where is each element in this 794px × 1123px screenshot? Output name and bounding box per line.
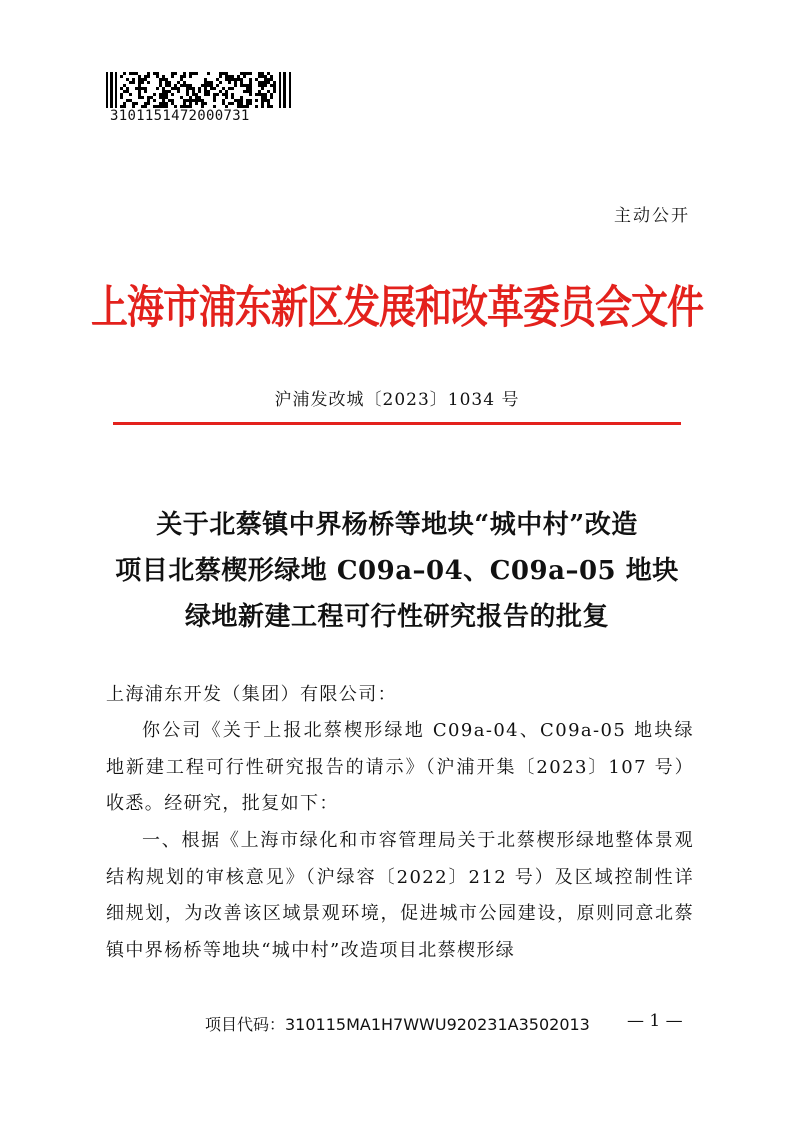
- disclosure-label: 主动公开: [614, 206, 690, 226]
- title-line-1: 关于北蔡镇中界杨桥等地块“城中村”改造: [156, 510, 638, 540]
- title-line-2: 项目北蔡楔形绿地 C09a–04、C09a–05 地块: [115, 556, 679, 586]
- red-divider: [113, 422, 681, 425]
- recipient: 上海浦东开发（集团）有限公司：: [106, 684, 397, 705]
- title-line-3: 绿地新建工程可行性研究报告的批复: [184, 602, 609, 632]
- barcode-number: 3101151472000731: [110, 108, 250, 124]
- document-title: [0, 502, 794, 640]
- barcode-graphic: [106, 72, 292, 108]
- paragraph-2: 一、根据《上海市绿化和市容管理局关于北蔡楔形绿地整体景观结构规划的审核意见》（沪绿容〔2022〕212 号）及区域控制性详细规划，为改善该区域景观环境，促进城市公园建设，原则同意北蔡镇中界杨桥等地块“城中村”改造项目北蔡楔形绿: [106, 830, 694, 961]
- doc-number: 沪浦发改城〔2023〕1034 号: [274, 390, 520, 410]
- project-code: 项目代码：310115MA1H7WWU920231A3502013: [205, 1015, 590, 1034]
- paragraph-1: 你公司《关于上报北蔡楔形绿地 C09a-04、C09a-05 地块绿地新建工程可行性研究报告的请示》（沪浦开集〔2023〕107 号）收悉。经研究，批复如下：: [106, 720, 694, 814]
- barcode: [106, 72, 292, 108]
- page-number: — 1 —: [627, 1011, 683, 1031]
- org-header: 上海市浦东新区发展和改革委员会文件: [91, 279, 703, 334]
